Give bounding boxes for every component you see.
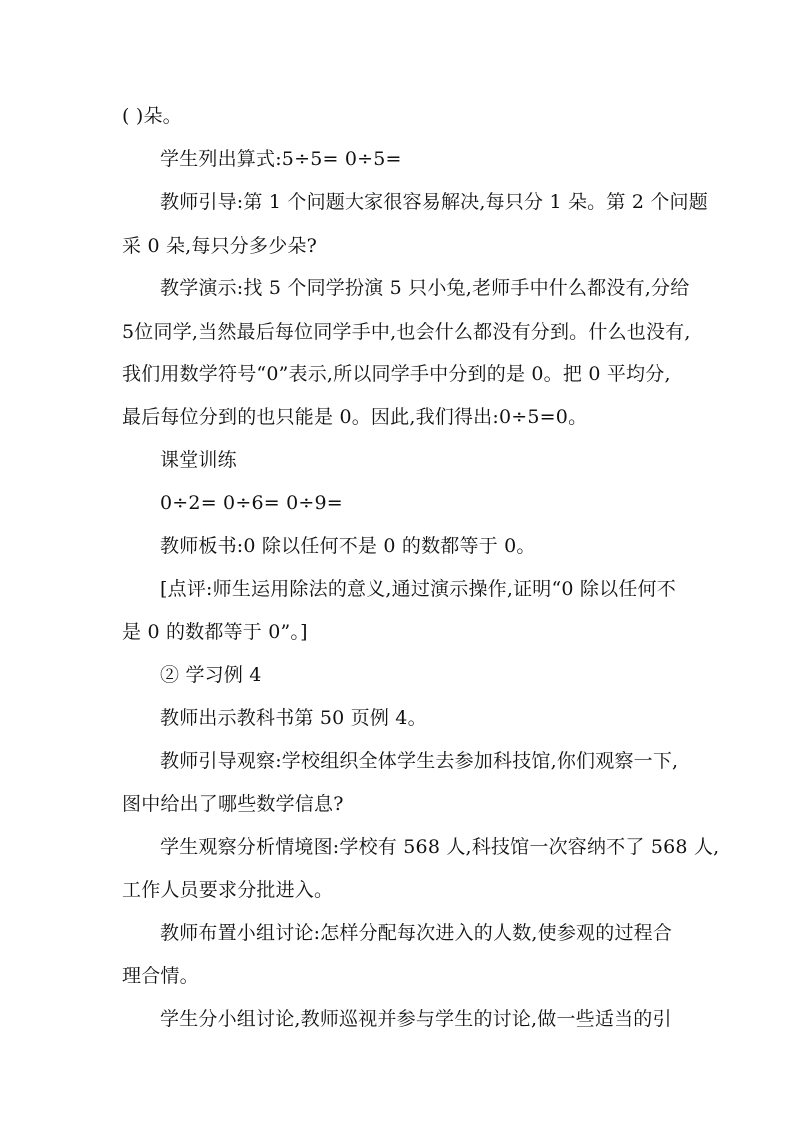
text-line: ( )朵。 (122, 105, 182, 127)
text-line: 学生列出算式:5÷5= 0÷5= (160, 148, 402, 170)
text-line: 教师引导观察:学校组织全体学生去参加科技馆,你们观察一下, (160, 750, 679, 772)
text-line: 教学演示:找 5 个同学扮演 5 只小兔,老师手中什么都没有,分给 (160, 277, 690, 299)
text-line: 工作人员要求分批进入。 (122, 879, 334, 901)
text-line: 采 0 朵,每只分多少朵? (122, 235, 317, 257)
exercise-line: 0÷2= 0÷6= 0÷9= (160, 492, 343, 514)
text-line: 理合情。 (122, 965, 199, 987)
text-line: 教师板书:0 除以任何不是 0 的数都等于 0。 (160, 535, 536, 557)
text-line: 学生观察分析情境图:学校有 568 人,科技馆一次容纳不了 568 人, (160, 836, 720, 858)
text-line: 图中给出了哪些数学信息? (122, 793, 344, 815)
comment-line: 是 0 的数都等于 0”。] (122, 621, 308, 643)
text-line: 最后每位分到的也只能是 0。因此,我们得出:0÷5=0。 (122, 406, 588, 428)
text-line: 5位同学,当然最后每位同学手中,也会什么都没有分到。什么也没有, (122, 321, 691, 343)
text-line: 学生分小组讨论,教师巡视并参与学生的讨论,做一些适当的引 (160, 1008, 672, 1030)
section-heading: 课堂训练 (160, 449, 237, 471)
comment-line: [点评:师生运用除法的意义,通过演示操作,证明“0 除以任何不 (160, 578, 676, 600)
section-heading: ② 学习例 4 (160, 664, 262, 686)
text-line: 教师布置小组讨论:怎样分配每次进入的人数,使参观的过程合 (160, 922, 673, 944)
text-line: 我们用数学符号“0”表示,所以同学手中分到的是 0。把 0 平均分, (122, 363, 671, 385)
text-line: 教师引导:第 1 个问题大家很容易解决,每只分 1 朵。第 2 个问题 (160, 191, 708, 213)
text-line: 教师出示教科书第 50 页例 4。 (160, 707, 427, 729)
